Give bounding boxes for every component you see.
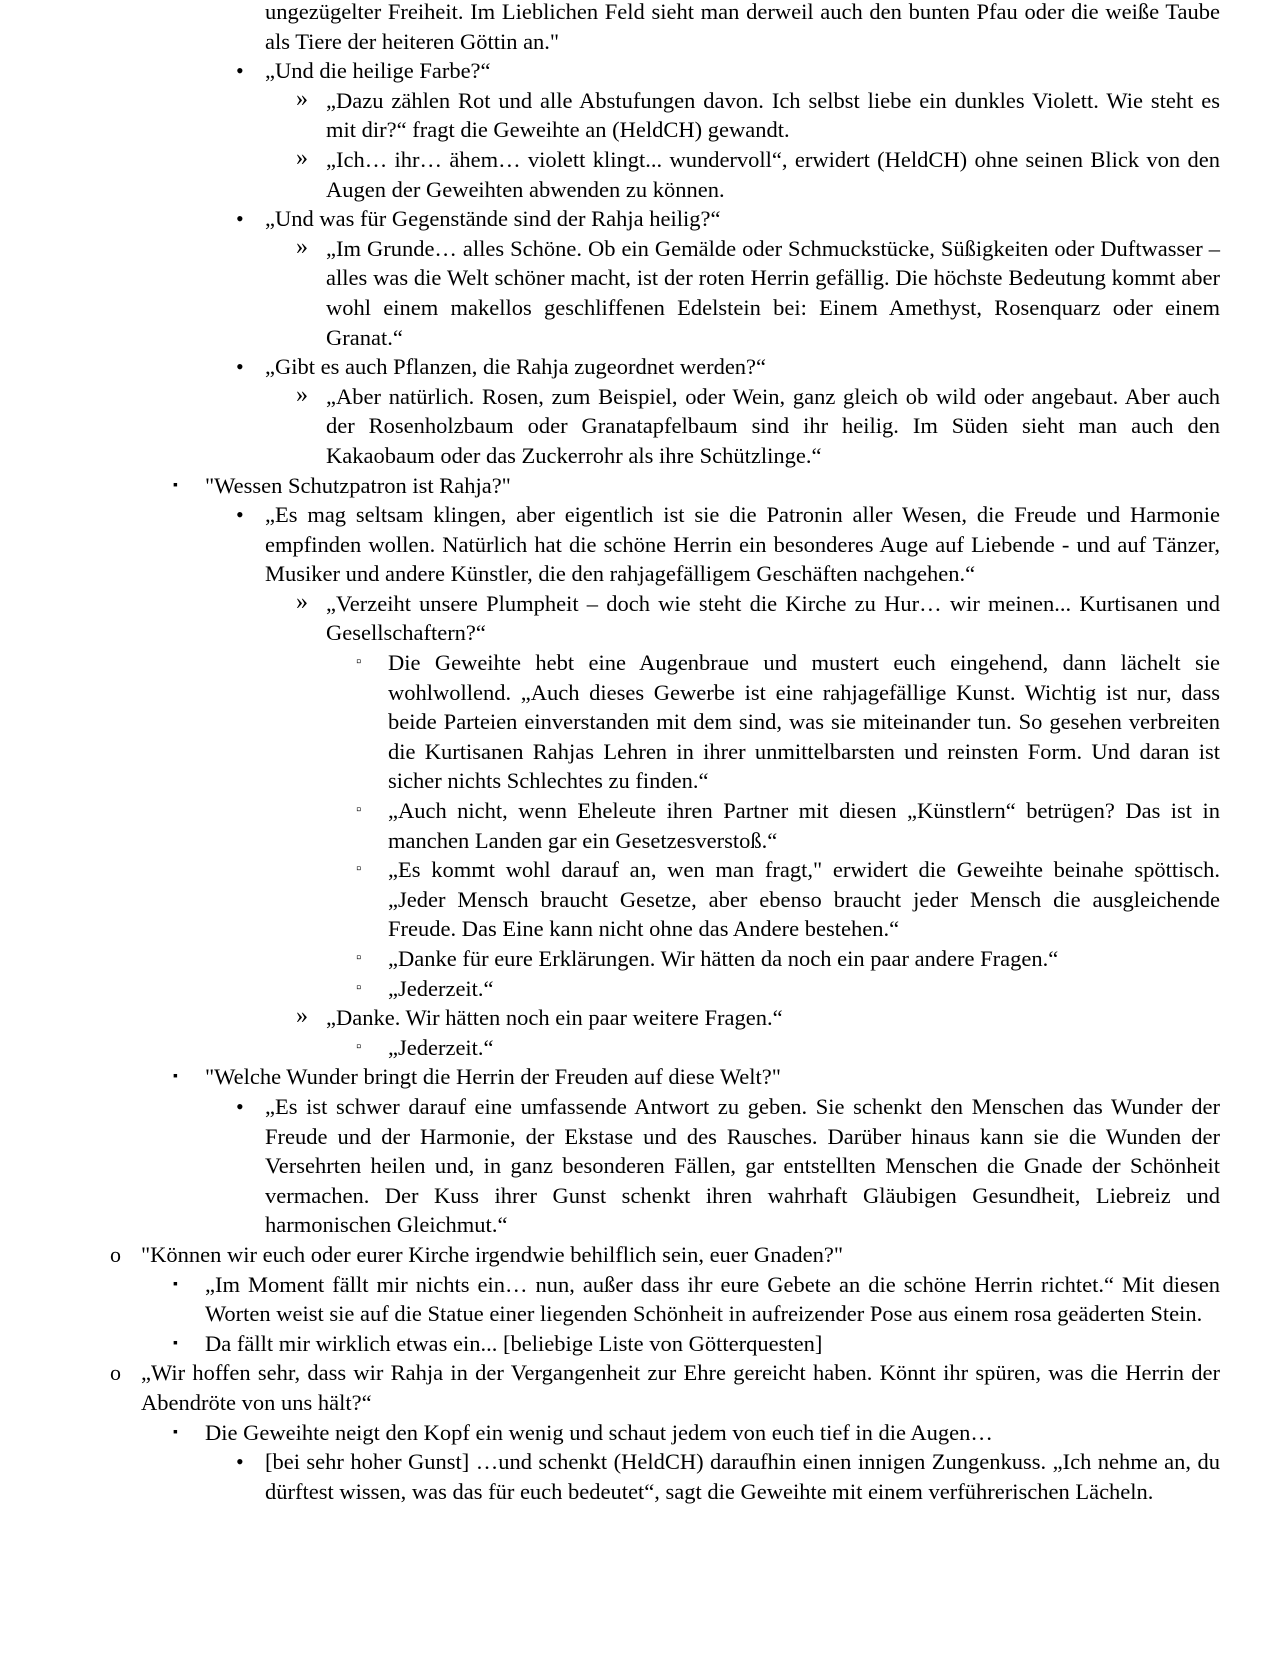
outline-item	[356, 796, 1220, 855]
outline-item-text: ungezügelter Freiheit. Im Lieblichen Feld sieht man derweil auch den bunten Pfau oder die weiße Taube als Tiere der heiteren Göttin an."	[265, 0, 1220, 54]
outline-item-text: „Es ist schwer darauf eine umfassende Antwort zu geben. Sie schenkt den Menschen das Wunder der Freude und der Harmonie, der Ekstase und des Rausches. Darüber hinaus kann sie die Wunden der Versehrten heilen und, in ganz besonderen Fällen, gar entstellten Menschen die Gnade der Schönheit vermachen. Der Kuss ihrer Gunst schenkt ihren wahrhaft Gläubigen Gesundheit, Liebreiz und harmonischen Gleichmut.“	[265, 1093, 1220, 1238]
outline-item-text: „Jederzeit.“	[388, 1034, 494, 1060]
outline-item-text: Da fällt mir wirklich etwas ein... [beliebige Liste von Götterquesten]	[205, 1330, 823, 1356]
hollow-square-bullet-icon: ▫	[356, 654, 362, 671]
outline-item	[296, 85, 1220, 145]
outline-item	[236, 56, 1220, 86]
guillemet-bullet-icon: »	[296, 588, 308, 615]
outline-item	[173, 1329, 1220, 1359]
outline-item	[173, 1270, 1220, 1329]
outline-item-text: „Ich… ihr… ähem… violett klingt... wundervoll“, erwidert (HeldCH) ohne seinen Blick von den Augen der Geweihten abwenden zu können.	[326, 146, 1220, 202]
guillemet-bullet-icon: »	[296, 144, 308, 171]
outline-item-text: „Wir hoffen sehr, dass wir Rahja in der Vergangenheit zur Ehre gereicht haben. Könnt ihr spüren, was die Herrin der Abendröte von uns hält?“	[141, 1360, 1220, 1415]
outline-item	[110, 1240, 1220, 1270]
outline-item	[356, 1033, 1220, 1063]
outline-item	[236, 1092, 1220, 1240]
outline-item-text: "Welche Wunder bringt die Herrin der Freuden auf diese Welt?"	[205, 1064, 781, 1090]
hollow-square-bullet-icon: ▫	[356, 802, 362, 819]
bullet-bullet-icon: •	[236, 1093, 244, 1119]
outline-item-text: „Gibt es auch Pflanzen, die Rahja zugeordnet werden?“	[265, 354, 767, 380]
outline-item	[236, 204, 1220, 234]
outline-item	[356, 648, 1220, 796]
hollow-square-bullet-icon: ▫	[356, 950, 362, 966]
outline-item-text: "Wessen Schutzpatron ist Rahja?"	[205, 472, 511, 498]
guillemet-bullet-icon: »	[296, 85, 308, 112]
outline-item	[173, 1418, 1220, 1448]
circle-bullet-icon: o	[110, 1241, 121, 1267]
outline-item	[296, 1003, 1220, 1033]
circle-bullet-icon: o	[110, 1360, 121, 1386]
hollow-square-bullet-icon: ▫	[356, 979, 362, 996]
bullet-bullet-icon: •	[236, 1449, 244, 1475]
outline-item	[236, 500, 1220, 589]
outline-item-text: „Dazu zählen Rot und alle Abstufungen davon. Ich selbst liebe ein dunkles Violett. Wie steht es mit dir?“ fragt die Geweihte an (HeldCH) gewandt.	[326, 87, 1220, 143]
outline-item-text: „Auch nicht, wenn Eheleute ihren Partner mit diesen „Künstlern“ betrügen? Das ist in manchen Landen gar ein Gesetzesverstoß.“	[388, 798, 1220, 853]
outline-item	[296, 381, 1220, 471]
outline-item	[296, 233, 1220, 352]
square-bullet-icon: ▪	[173, 1276, 178, 1292]
outline-item	[296, 588, 1220, 648]
guillemet-bullet-icon: »	[296, 233, 308, 260]
outline-item-text: „Und was für Gegenstände sind der Rahja heilig?“	[265, 206, 721, 232]
outline-item-text: „Jederzeit.“	[388, 975, 494, 1001]
outline-item-text: [bei sehr hoher Gunst] …und schenkt (HeldCH) daraufhin einen innigen Zungenkuss. „Ich nehme an, du dürftest wissen, was das für euch bedeutet“, sagt die Geweihte mit einem verführerischen Lächeln.	[265, 1449, 1220, 1504]
hollow-square-bullet-icon: ▫	[356, 861, 362, 878]
outline-item	[173, 1062, 1220, 1092]
outline-item-text: „Aber natürlich. Rosen, zum Beispiel, oder Wein, ganz gleich ob wild oder angebaut. Aber auch der Rosenholzbaum oder Granatapfelbaum sind ihr heilig. Im Süden sieht man auch den Kakaobaum oder das Zuckerrohr als ihre Schützlinge.“	[326, 383, 1220, 468]
outline-item-text: „Danke. Wir hätten noch ein paar weitere Fragen.“	[326, 1005, 783, 1031]
outline-item-text: Die Geweihte neigt den Kopf ein wenig und schaut jedem von euch tief in die Augen…	[205, 1419, 993, 1445]
outline-item-text: „Verzeiht unsere Plumpheit – doch wie steht die Kirche zu Hur… wir meinen... Kurtisanen und Gesellschaftern?“	[326, 590, 1220, 646]
outline-item-text: Die Geweihte hebt eine Augenbraue und mustert euch eingehend, dann lächelt sie wohlwollend. „Auch dieses Gewerbe ist eine rahjagefällige Kunst. Wichtig ist nur, dass beide Parteien einverstanden mit dem sind, was sie miteinander tun. So gesehen verbreiten die Kurtisanen Rahjas Lehren in ihrer unmittelbarsten und reinsten Form. Und daran ist sicher nichts Schlechtes zu finden.“	[388, 650, 1220, 794]
outline-item-text: „Es mag seltsam klingen, aber eigentlich ist sie die Patronin aller Wesen, die Freude und Harmonie empfinden wollen. Natürlich hat die schöne Herrin ein besonderes Auge auf Liebende - und auf Tänzer, Musiker und andere Künstler, die den rahjagefälligem Geschäften nachgehen.“	[265, 502, 1220, 587]
guillemet-bullet-icon: »	[296, 1003, 308, 1030]
outline-item	[296, 144, 1220, 204]
hollow-square-bullet-icon: ▫	[356, 1038, 362, 1055]
outline-item-text: "Können wir euch oder eurer Kirche irgendwie behilflich sein, euer Gnaden?"	[141, 1241, 844, 1267]
outline-item	[236, 352, 1220, 382]
square-bullet-icon: ▪	[173, 1424, 178, 1440]
outline-item	[265, 0, 1220, 56]
outline-item	[110, 1358, 1220, 1417]
outline-item	[356, 944, 1220, 974]
outline-item-text: „Im Grunde… alles Schöne. Ob ein Gemälde oder Schmuckstücke, Süßigkeiten oder Duftwasser – alles was die Welt schöner macht, ist der roten Herrin gefällig. Die höchste Bedeutung kommt aber wohl einem makellos geschliffenen Edelstein bei: Einem Amethyst, Rosenquarz oder einem Granat.“	[326, 235, 1220, 350]
outline-item-text: „Danke für eure Erklärungen. Wir hätten da noch ein paar andere Fragen.“	[388, 946, 1059, 971]
square-bullet-icon: ▪	[173, 1335, 178, 1351]
guillemet-bullet-icon: »	[296, 381, 308, 408]
bullet-bullet-icon: •	[236, 502, 244, 528]
square-bullet-icon: ▪	[173, 477, 178, 493]
outline-item-text: „Und die heilige Farbe?“	[265, 58, 491, 84]
outline-item	[236, 1447, 1220, 1506]
outline-item	[356, 855, 1220, 944]
outline-item-text: „Es kommt wohl darauf an, wen man fragt," erwidert die Geweihte beinahe spöttisch. „Jeder Mensch braucht Gesetze, aber ebenso braucht jeder Mensch die ausgleichende Freude. Das Eine kann nicht ohne das Andere bestehen.“	[388, 857, 1220, 942]
square-bullet-icon: ▪	[173, 1069, 178, 1085]
bullet-bullet-icon: •	[236, 58, 244, 84]
bullet-bullet-icon: •	[236, 354, 244, 380]
outline-item	[356, 974, 1220, 1004]
outline-item	[173, 471, 1220, 501]
outline-item-text: „Im Moment fällt mir nichts ein… nun, außer dass ihr eure Gebete an die schöne Herrin richtet.“ Mit diesen Worten weist sie auf die Statue einer liegenden Schönheit in aufreizender Pose aus einem rosa geäderten Stein.	[205, 1271, 1220, 1327]
bullet-bullet-icon: •	[236, 206, 244, 232]
